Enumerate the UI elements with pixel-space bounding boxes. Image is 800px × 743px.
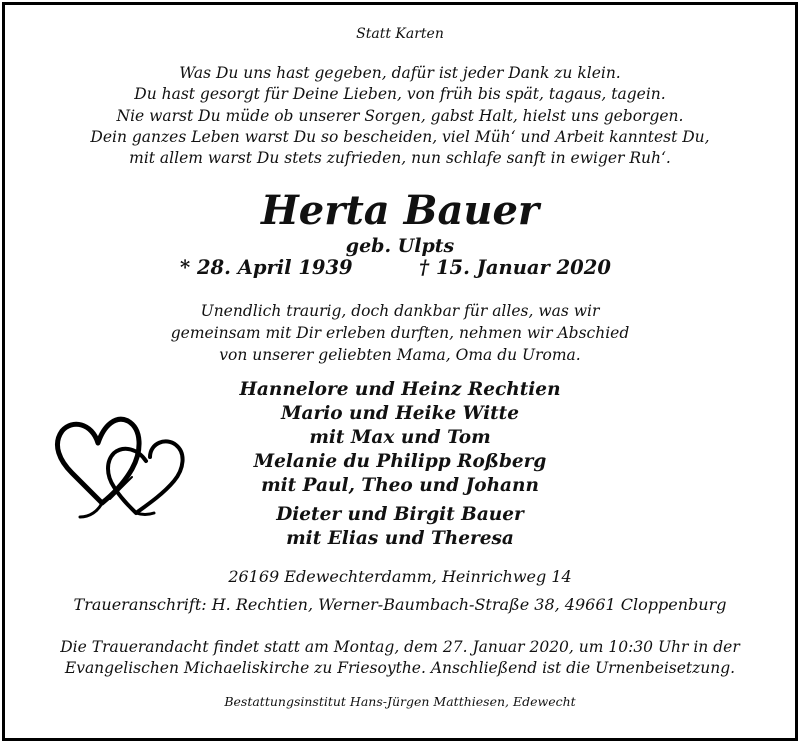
verse-line: Nie warst Du müde ob unserer Sorgen, gabst Halt, hielst uns geborgen. [116,106,684,125]
mourning-address: Traueranschrift: H. Rechtien, Werner-Baumbach-Straße 38, 49661 Cloppenburg [73,595,727,614]
address: 26169 Edewechterdamm, Heinrichweg 14 [228,567,572,586]
service-line: Die Trauerandacht findet statt am Montag, dem 27. Januar 2020, um 10:30 Uhr in der [60,638,740,656]
verse-line: Was Du uns hast gegeben, dafür ist jeder Dank zu klein. [179,64,621,82]
family-line: mit Paul, Theo und Johann [261,475,539,496]
family-line: mit Max und Tom [309,427,491,448]
farewell-line: Unendlich traurig, doch dankbar für alles, was wir [200,302,600,320]
farewell-line: gemeinsam mit Dir erleben durften, nehmen wir Abschied [170,324,630,342]
verse-line: Du hast gesorgt für Deine Lieben, von früh bis spät, tagaus, tagein. [134,85,666,104]
life-dates [0,256,800,284]
birth-date: * 28. April 1939 [180,256,353,279]
deceased-name: Herta Bauer [261,187,539,234]
verse-line: mit allem warst Du stets zufrieden, nun schlafe sanft in ewiger Ruh‘. [129,149,671,168]
service-line: Evangelischen Michaeliskirche zu Friesoythe. Anschließend ist die Urnenbeisetzung. [64,659,736,677]
family-line: Dieter und Birgit Bauer [276,504,524,525]
statt-karten: Statt Karten [356,26,444,42]
verse [0,63,800,169]
family-line: mit Elias und Theresa [286,528,514,549]
family-line: Mario und Heike Witte [281,403,519,424]
family-line: Hannelore und Heinz Rechtien [239,379,561,400]
birth-name: geb. Ulpts [345,235,455,257]
farewell-text [0,300,800,366]
undertaker: Bestattungsinstitut Hans-Jürgen Matthiesen, Edewecht [224,694,576,709]
two-hearts-icon [50,405,192,525]
family-line: Melanie du Philipp Roßberg [253,451,547,472]
death-date: † 15. Januar 2020 [419,256,611,279]
farewell-line: von unserer geliebten Mama, Oma du Uroma. [219,346,581,364]
verse-line: Dein ganzes Leben warst Du so bescheiden, viel Müh‘ und Arbeit kanntest Du, [90,127,710,146]
service-info [0,637,800,679]
